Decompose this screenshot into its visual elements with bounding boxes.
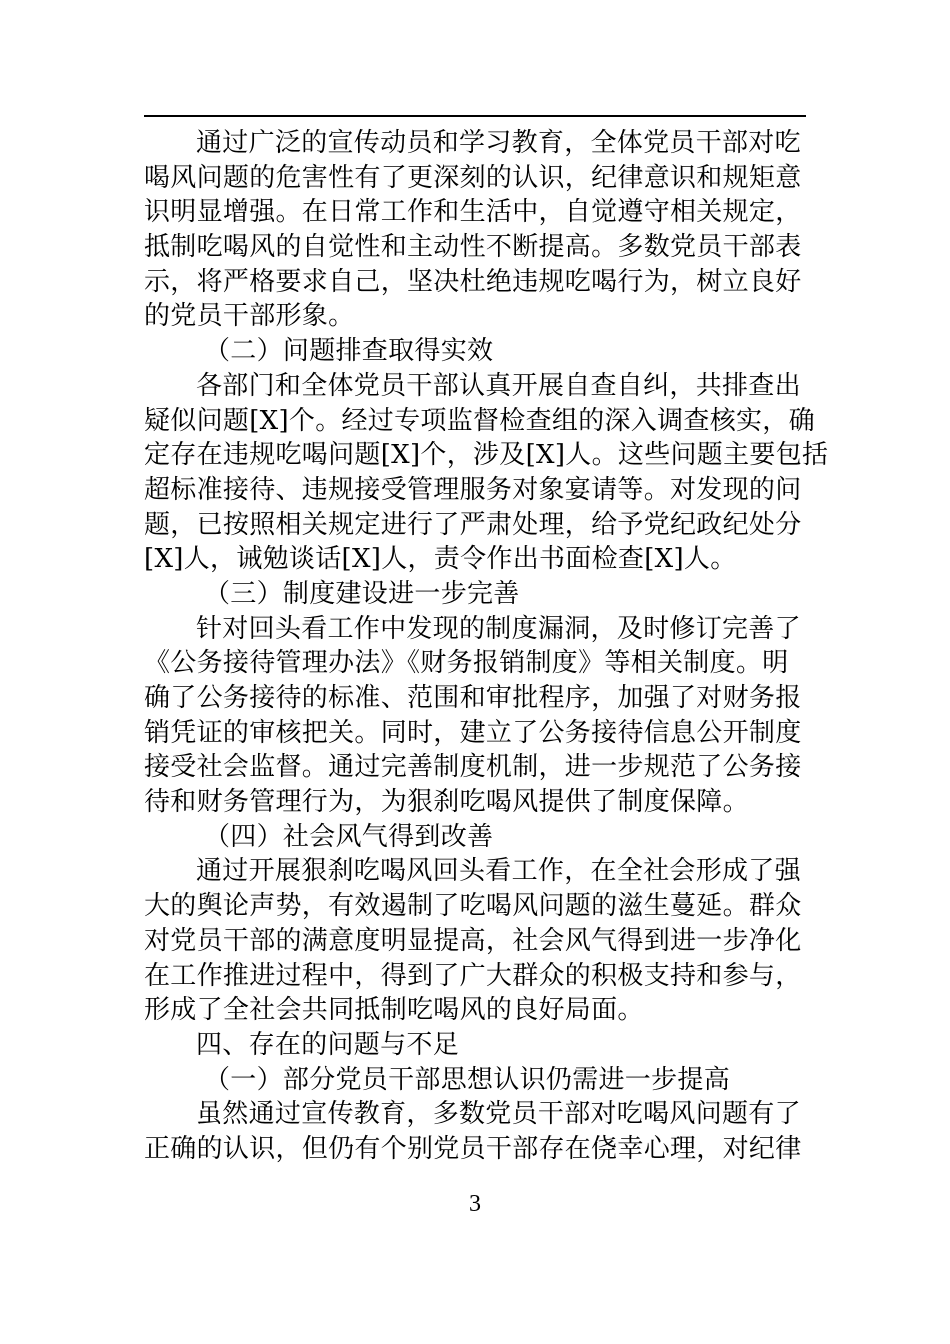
paragraph-line: 虽然通过宣传教育，多数党员干部对吃喝风问题有了 — [196, 1099, 801, 1130]
chapter-heading: 四、存在的问题与不足 — [196, 1029, 460, 1060]
paragraph-line: 超标准接待、违规接受管理服务对象宴请等。对发现的问 — [144, 474, 802, 505]
paragraph-line: 接受社会监督。通过完善制度机制，进一步规范了公务接 — [144, 752, 802, 783]
paragraph-line: 通过广泛的宣传动员和学习教育，全体党员干部对吃 — [196, 128, 801, 158]
paragraph-line: 待和财务管理行为，为狠刹吃喝风提供了制度保障。 — [144, 787, 749, 818]
paragraph-line: 确了公务接待的标准、范围和审批程序，加强了对财务报 — [144, 683, 802, 713]
paragraph-line: 对党员干部的满意度明显提高，社会风气得到进一步净化 — [144, 925, 802, 956]
paragraph-line: 大的舆论声势，有效遏制了吃喝风问题的滋生蔓延。群众 — [144, 891, 802, 922]
paragraph-line: 在工作推进过程中，得到了广大群众的积极支持和参与， — [144, 960, 802, 991]
paragraph-line: 的党员干部形象。 — [144, 301, 355, 332]
paragraph-line: 识明显增强。在日常工作和生活中，自觉遵守相关规定， — [144, 197, 802, 228]
section-heading: （二）问题排查取得实效 — [204, 336, 494, 367]
body-text — [144, 126, 829, 1167]
section-heading: （一）部分党员干部思想认识仍需进一步提高 — [204, 1064, 731, 1095]
paragraph-line: 喝风问题的危害性有了更深刻的认识，纪律意识和规矩意 — [144, 162, 802, 193]
paragraph-line: 针对回头看工作中发现的制度漏洞，及时修订完善了 — [196, 613, 801, 644]
paragraph-line: 《公务接待管理办法》《财务报销制度》等相关制度。明 — [144, 648, 789, 679]
paragraph-line: 销凭证的审核把关。同时，建立了公务接待信息公开制度 — [144, 717, 802, 748]
section-heading: （四）社会风气得到改善 — [204, 821, 494, 852]
section-heading: （三）制度建设进一步完善 — [204, 578, 520, 609]
paragraph-line: 定存在违规吃喝问题[X]个，涉及[X]人。这些问题主要包括 — [144, 440, 829, 471]
paragraph-line: 疑似问题[X]个。经过专项监督检查组的深入调查核实，确 — [144, 405, 815, 436]
paragraph-line: 形成了全社会共同抵制吃喝风的良好局面。 — [144, 995, 644, 1026]
header-rule — [144, 115, 806, 117]
paragraph-line: 示，将严格要求自己，坚决杜绝违规吃喝行为，树立良好 — [144, 266, 802, 297]
paragraph-line: 抵制吃喝风的自觉性和主动性不断提高。多数党员干部表 — [144, 232, 802, 263]
paragraph-line: 题，已按照相关规定进行了严肃处理，给予党纪政纪处分 — [144, 509, 802, 540]
paragraph-line: 正确的认识，但仍有个别党员干部存在侥幸心理，对纪律 — [144, 1133, 802, 1164]
page-number: 3 — [469, 1191, 481, 1217]
paragraph-line: [X]人，诫勉谈话[X]人，责令作出书面检查[X]人。 — [144, 544, 737, 575]
paragraph-line: 通过开展狠刹吃喝风回头看工作，在全社会形成了强 — [196, 856, 801, 887]
paragraph-line: 各部门和全体党员干部认真开展自查自纠，共排查出 — [196, 370, 801, 401]
